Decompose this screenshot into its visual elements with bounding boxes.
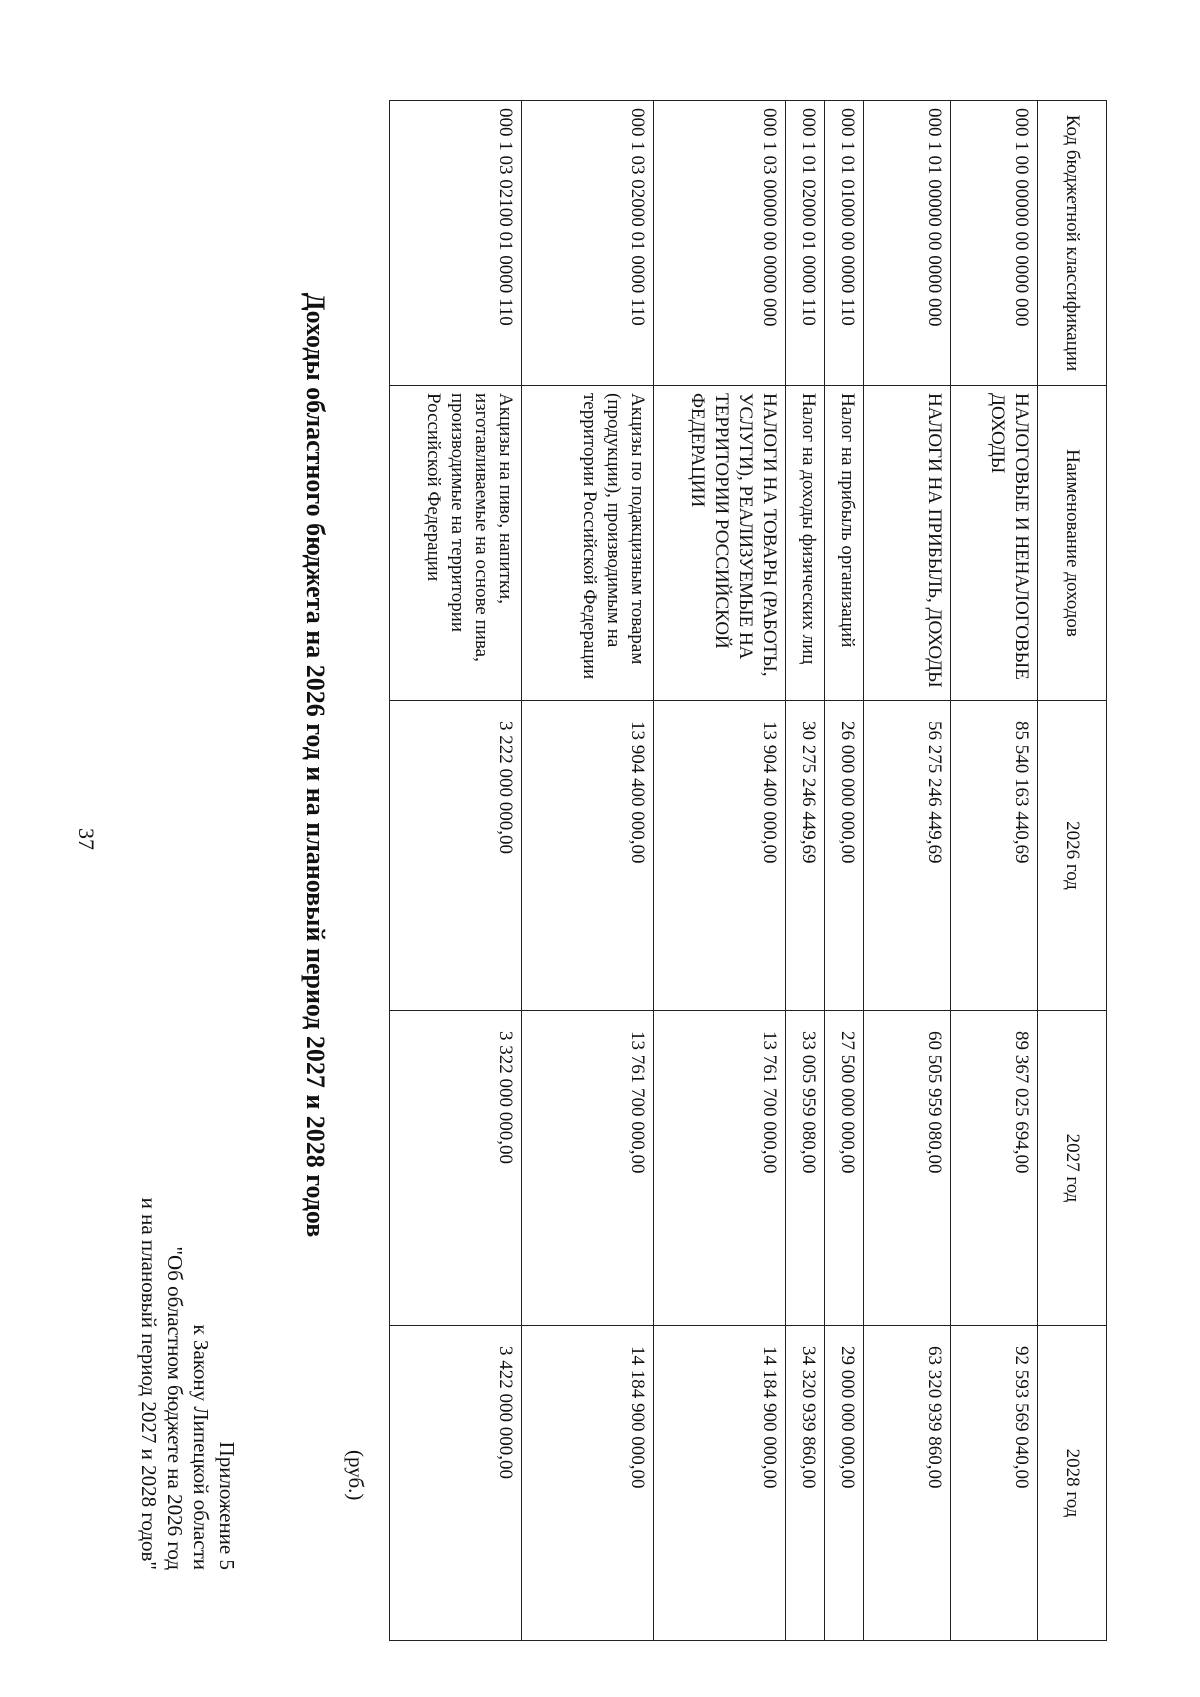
table-row: [786, 101, 825, 1641]
amount-2028-cell: 63 320 939 860,00: [864, 1326, 951, 1641]
code-cell: 000 1 03 02000 01 0000 110: [522, 101, 654, 386]
amount-2026-cell: 30 275 246 449,69: [786, 701, 825, 1011]
header-name: Наименование доходов: [1038, 386, 1107, 701]
code-cell: 000 1 03 00000 00 0000 000: [654, 101, 786, 386]
appendix-line: "Об областном бюджете на 2026 год: [163, 1246, 187, 1570]
appendix-reference: [136, 1010, 240, 1570]
document-title: Доходы областного бюджета на 2026 год и на плановый период 2027 и 2028 годов: [301, 292, 330, 1238]
header-code: Код бюджетной классификации: [1038, 101, 1107, 386]
header-2027: 2027 год: [1038, 1011, 1107, 1326]
table-row: [522, 101, 654, 1641]
table-row: [654, 101, 786, 1641]
amount-2027-cell: 89 367 025 694,00: [951, 1011, 1038, 1326]
table-row: [825, 101, 864, 1641]
appendix-line: Приложение 5: [215, 1441, 239, 1570]
amount-2026-cell: 13 904 400 000,00: [522, 701, 654, 1011]
table-row: [390, 101, 522, 1641]
name-cell: Акцизы по подакцизным товарам (продукции), производимым на территории Российской Федерации: [522, 386, 654, 701]
table-row: [864, 101, 951, 1641]
amount-2028-cell: 29 000 000 000,00: [825, 1326, 864, 1641]
amount-2027-cell: 13 761 700 000,00: [654, 1011, 786, 1326]
table-row: [951, 101, 1038, 1641]
amount-2027-cell: 60 505 959 080,00: [864, 1011, 951, 1326]
code-cell: 000 1 01 00000 00 0000 000: [864, 101, 951, 386]
amount-2026-cell: 13 904 400 000,00: [654, 701, 786, 1011]
amount-2028-cell: 34 320 939 860,00: [786, 1326, 825, 1641]
amount-2026-cell: 3 222 000 000,00: [390, 701, 522, 1011]
code-cell: 000 1 03 02100 01 0000 110: [390, 101, 522, 386]
amount-2026-cell: 56 275 246 449,69: [864, 701, 951, 1011]
revenue-table: [389, 100, 1107, 1641]
amount-2028-cell: 14 184 900 000,00: [522, 1326, 654, 1641]
code-cell: 000 1 00 00000 00 0000 000: [951, 101, 1038, 386]
appendix-line: и на плановый период 2027 и 2028 годов": [137, 1197, 161, 1570]
code-cell: 000 1 01 02000 01 0000 110: [786, 101, 825, 386]
table-header-row: [1038, 101, 1107, 1641]
name-cell: Акцизы на пиво, напитки, изготавливаемые на основе пива, производимые на территории Российской Федерации: [390, 386, 522, 701]
header-2026: 2026 год: [1038, 701, 1107, 1011]
amount-2026-cell: 85 540 163 440,69: [951, 701, 1038, 1011]
unit-note: (руб.): [344, 1450, 368, 1501]
name-cell: Налог на прибыль организаций: [825, 386, 864, 701]
amount-2027-cell: 3 322 000 000,00: [390, 1011, 522, 1326]
page-number: 37: [74, 828, 99, 850]
amount-2028-cell: 3 422 000 000,00: [390, 1326, 522, 1641]
amount-2027-cell: 13 761 700 000,00: [522, 1011, 654, 1326]
amount-2027-cell: 33 005 959 080,00: [786, 1011, 825, 1326]
amount-2026-cell: 26 000 000 000,00: [825, 701, 864, 1011]
amount-2028-cell: 92 593 569 040,00: [951, 1326, 1038, 1641]
appendix-line: к Закону Липецкой области: [189, 1324, 213, 1570]
amount-2028-cell: 14 184 900 000,00: [654, 1326, 786, 1641]
name-cell: НАЛОГИ НА ТОВАРЫ (РАБОТЫ, УСЛУГИ), РЕАЛИЗУЕМЫЕ НА ТЕРРИТОРИИ РОССИЙСКОЙ ФЕДЕРАЦИИ: [654, 386, 786, 701]
name-cell: Налог на доходы физических лиц: [786, 386, 825, 701]
amount-2027-cell: 27 500 000 000,00: [825, 1011, 864, 1326]
name-cell: НАЛОГИ НА ПРИБЫЛЬ, ДОХОДЫ: [864, 386, 951, 701]
code-cell: 000 1 01 01000 00 0000 110: [825, 101, 864, 386]
header-2028: 2028 год: [1038, 1326, 1107, 1641]
name-cell: НАЛОГОВЫЕ И НЕНАЛОГОВЫЕ ДОХОДЫ: [951, 386, 1038, 701]
